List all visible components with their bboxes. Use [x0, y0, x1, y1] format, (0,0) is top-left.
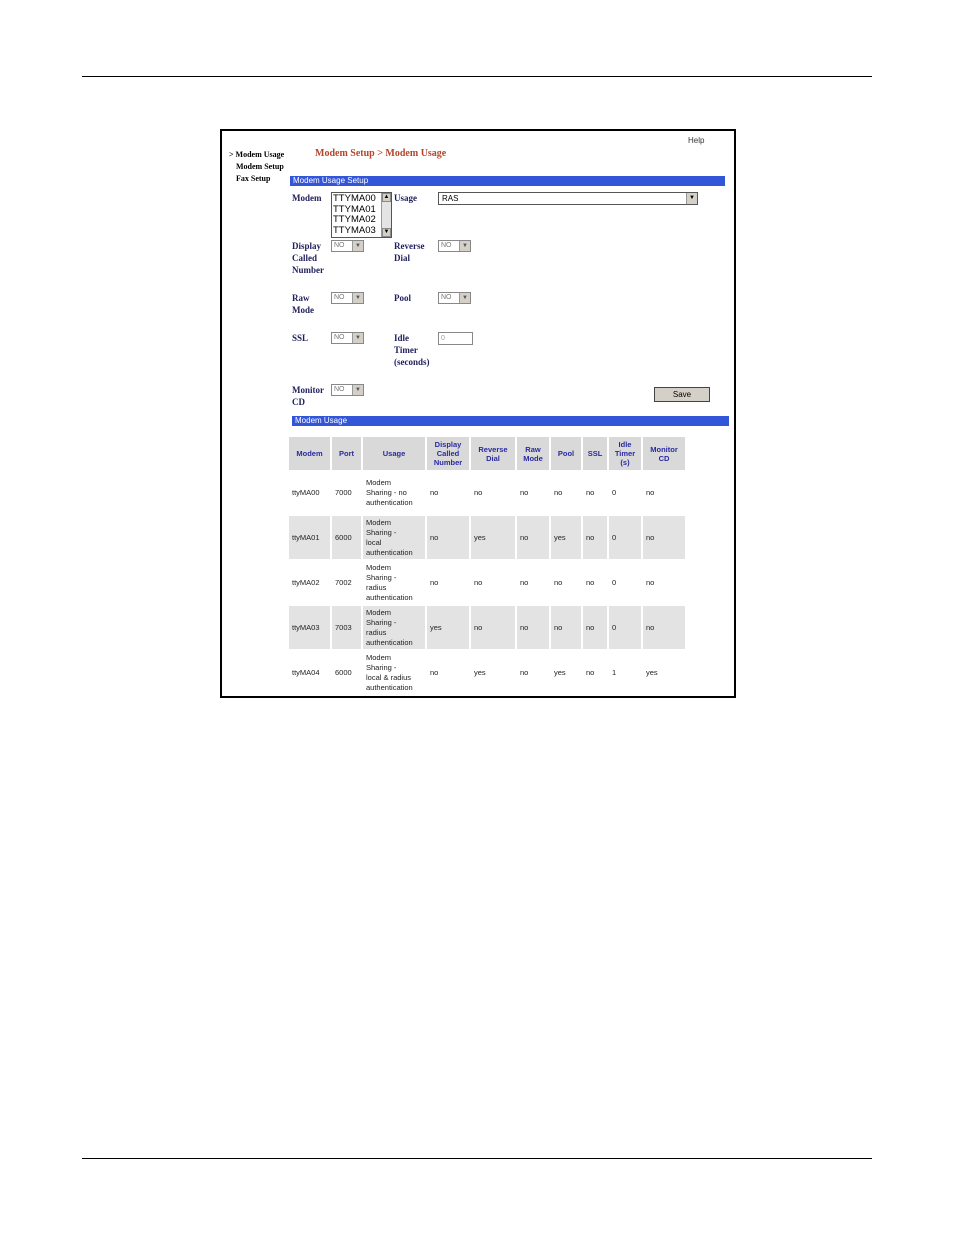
table-cell: yes [646, 667, 658, 677]
table-cell: no [554, 488, 563, 497]
table-cell: 1 [612, 667, 617, 677]
table-cell: no [474, 577, 483, 587]
ssl-select[interactable]: NO ▼ [331, 332, 364, 344]
table-cell: no [586, 577, 595, 587]
table-cell: 6000 [335, 667, 352, 677]
display-called-number-label: Display Called Number [292, 241, 324, 275]
table-row [289, 561, 685, 604]
table-cell: no [517, 516, 549, 559]
table-cell: no [643, 516, 685, 559]
nav-fax-setup[interactable]: Fax Setup [236, 174, 271, 183]
reverse-dial-select[interactable]: NO ▼ [438, 240, 471, 252]
idle-timer-input[interactable]: 0 [438, 332, 473, 345]
chevron-down-icon: ▼ [686, 193, 697, 204]
table-cell: no [430, 488, 439, 497]
table-cell: 0 [609, 516, 641, 559]
table-cell: no [583, 606, 607, 649]
chevron-down-icon: ▼ [459, 293, 470, 303]
column-header: Monitor CD [643, 437, 685, 470]
table-cell: yes [471, 516, 515, 559]
usage-label: Usage [394, 193, 417, 203]
table-cell: Modem Sharing - radius authentication [366, 562, 413, 602]
usage-value: RAS [442, 194, 459, 203]
usage-select[interactable] [438, 192, 698, 205]
nav-modem-setup[interactable]: Modem Setup [236, 162, 284, 171]
column-header: Port [332, 437, 361, 470]
table-cell: no [583, 516, 607, 559]
table-row [289, 651, 685, 694]
table-header-row [289, 437, 685, 470]
table-cell: no [427, 516, 469, 559]
pool-select[interactable]: NO ▼ [438, 292, 471, 304]
table-cell: Modem Sharing - local authentication [363, 516, 425, 559]
modem-usage-table [287, 435, 687, 696]
table-cell: yes [551, 516, 581, 559]
scroll-down-icon[interactable]: ▼ [383, 229, 390, 235]
ssl-label: SSL [292, 333, 309, 343]
table-cell: no [520, 577, 529, 587]
table-cell: 0 [612, 577, 617, 587]
table-cell: no [554, 577, 563, 587]
modem-listbox[interactable] [331, 192, 392, 238]
table-row [289, 606, 685, 649]
top-rule [82, 76, 872, 77]
reverse-dial-label: Reverse Dial [394, 241, 425, 263]
table-cell: no [646, 577, 655, 587]
table-cell: 7000 [335, 488, 352, 497]
table-cell: 6000 [332, 516, 361, 559]
table-cell: ttyMA04 [292, 667, 320, 677]
column-header: Idle Timer (s) [609, 437, 641, 470]
table-cell: no [643, 606, 685, 649]
chevron-down-icon: ▼ [459, 241, 470, 251]
table-cell: 0 [612, 488, 617, 497]
table-cell: no [430, 577, 439, 587]
table-cell: 7002 [335, 577, 352, 587]
modem-option[interactable]: TTYMA03 [333, 224, 376, 236]
table-cell: no [471, 606, 515, 649]
modem-option[interactable]: TTYMA01 [333, 203, 376, 215]
table-cell: no [551, 606, 581, 649]
table-cell: no [474, 488, 483, 497]
table-cell: Modem Sharing - local & radius authentication [366, 652, 413, 692]
listbox-scrollbar[interactable] [381, 193, 391, 237]
raw-mode-select[interactable]: NO ▼ [331, 292, 364, 304]
modem-option[interactable]: TTYMA00 [333, 193, 376, 204]
table-cell: Modem Sharing - no authentication [366, 478, 413, 507]
help-link[interactable]: Help [688, 136, 705, 145]
chevron-down-icon: ▼ [352, 385, 363, 395]
usage-section-header: Modem Usage [292, 416, 729, 426]
pool-label: Pool [394, 293, 411, 303]
raw-mode-label: Raw Mode [292, 293, 314, 315]
display-called-number-select[interactable]: NO ▼ [331, 240, 364, 252]
table-cell: no [520, 488, 529, 497]
column-header: Modem [289, 437, 330, 470]
column-header: Raw Mode [517, 437, 549, 470]
screenshot-frame [220, 129, 736, 698]
save-button[interactable]: Save [654, 387, 710, 402]
column-header: Display Called Number [427, 437, 469, 470]
scroll-up-icon[interactable]: ▲ [383, 194, 390, 200]
table-cell: ttyMA01 [289, 516, 330, 559]
column-header: SSL [583, 437, 607, 470]
monitor-cd-select[interactable]: NO ▼ [331, 384, 364, 396]
table-cell: 0 [609, 606, 641, 649]
table-cell: no [430, 667, 439, 677]
column-header: Usage [363, 437, 425, 470]
column-header: Reverse Dial [471, 437, 515, 470]
table-row [289, 516, 685, 559]
table-cell: ttyMA00 [292, 488, 320, 497]
setup-section-header: Modem Usage Setup [290, 176, 725, 186]
chevron-down-icon: ▼ [352, 333, 363, 343]
table-cell: ttyMA03 [289, 606, 330, 649]
table-cell: no [586, 488, 595, 497]
nav-modem-usage[interactable]: > Modem Usage [229, 150, 285, 159]
table-row [289, 472, 685, 514]
modem-option[interactable]: TTYMA02 [333, 214, 376, 225]
chevron-down-icon: ▼ [352, 293, 363, 303]
modem-options [333, 194, 376, 236]
table-cell: no [586, 667, 595, 677]
table-cell: yes [474, 667, 486, 677]
idle-timer-label: Idle Timer (seconds) [394, 333, 430, 367]
modem-label: Modem [292, 193, 322, 203]
page-title: Modem Setup > Modem Usage [315, 148, 447, 159]
table-cell: 7003 [332, 606, 361, 649]
monitor-cd-label: Monitor CD [292, 385, 324, 407]
bottom-rule [82, 1158, 872, 1159]
column-header: Pool [551, 437, 581, 470]
table-cell: yes [554, 667, 566, 677]
table-cell: no [517, 606, 549, 649]
table-cell: no [520, 667, 529, 677]
chevron-down-icon: ▼ [352, 241, 363, 251]
table-cell: Modem Sharing - radius authentication [363, 606, 425, 649]
table-cell: no [646, 488, 655, 497]
table-cell: ttyMA02 [292, 577, 320, 587]
table-cell: yes [427, 606, 469, 649]
